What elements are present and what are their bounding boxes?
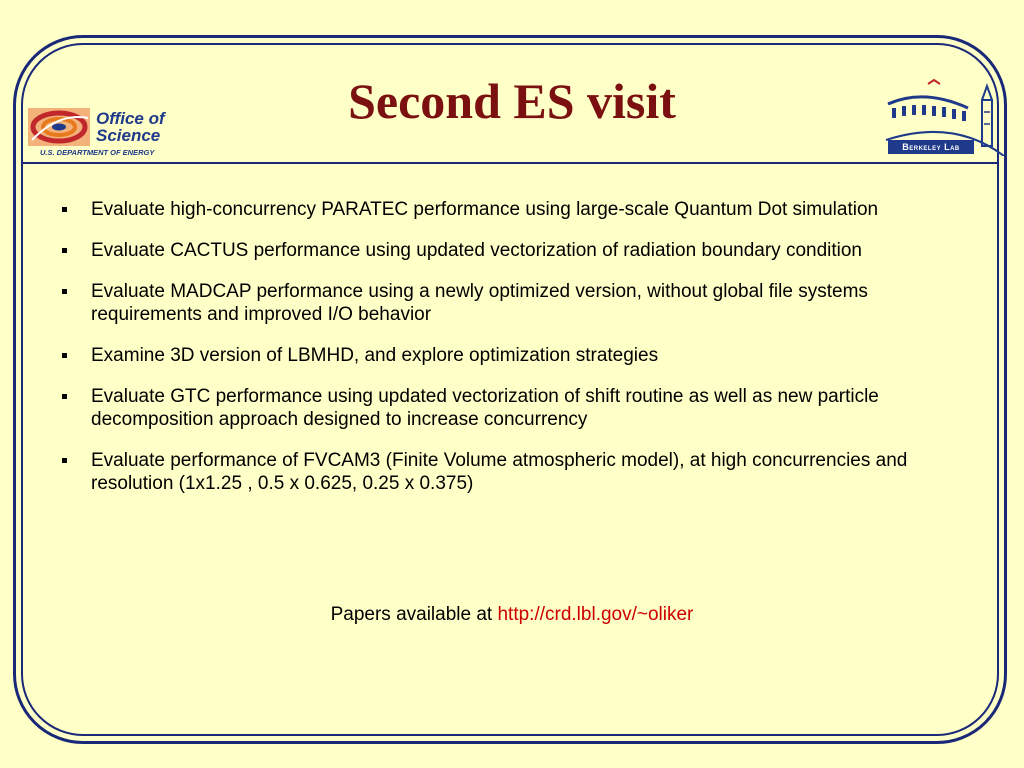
- doe-logo-subtitle: U.S. DEPARTMENT OF ENERGY: [40, 148, 155, 157]
- slide-title: Second ES visit: [348, 73, 676, 129]
- bullet-item: [62, 198, 982, 221]
- doe-logo-line1: Office of: [96, 109, 165, 128]
- bullet-text: Evaluate MADCAP performance using a newly optimized version, without global file systems requirements and improved I/O behavior: [91, 281, 868, 325]
- bullet-square-icon: [62, 353, 67, 358]
- bullet-square-icon: [62, 248, 67, 253]
- bullet-text: Evaluate high-concurrency PARATEC performance using large-scale Quantum Dot simulation: [91, 199, 879, 220]
- papers-footer: [0, 602, 1024, 628]
- bullet-list: [62, 198, 982, 513]
- bullet-item: [62, 449, 982, 495]
- bullet-item: [62, 280, 982, 326]
- berkeley-lab-logo: [884, 78, 1006, 160]
- title-divider: [23, 162, 997, 164]
- bullet-square-icon: [62, 458, 67, 463]
- bullet-text: Evaluate CACTUS performance using updated vectorization of radiation boundary condition: [91, 240, 863, 261]
- papers-footer-prefix: Papers available at: [330, 604, 498, 625]
- bullet-text: Evaluate GTC performance using updated vectorization of shift routine as well as new particle decomposition approach designed to increase concurrency: [91, 386, 879, 430]
- bullet-text: Evaluate performance of FVCAM3 (Finite Volume atmospheric model), at high concurrencies and resolution (1x1.25 , 0.5 x 0.625, 0.25 x 0.375): [91, 450, 908, 494]
- bullet-item: [62, 239, 982, 262]
- bullet-square-icon: [62, 207, 67, 212]
- bullet-item: [62, 385, 982, 431]
- bullet-item: [62, 344, 982, 367]
- papers-link[interactable]: http://crd.lbl.gov/~oliker: [497, 604, 694, 625]
- bullet-square-icon: [62, 394, 67, 399]
- bullet-square-icon: [62, 289, 67, 294]
- bullet-text: Examine 3D version of LBMHD, and explore optimization strategies: [91, 345, 659, 366]
- doe-logo-line2: Science: [96, 126, 161, 145]
- berkeley-lab-label: Berkeley Lab: [888, 140, 974, 154]
